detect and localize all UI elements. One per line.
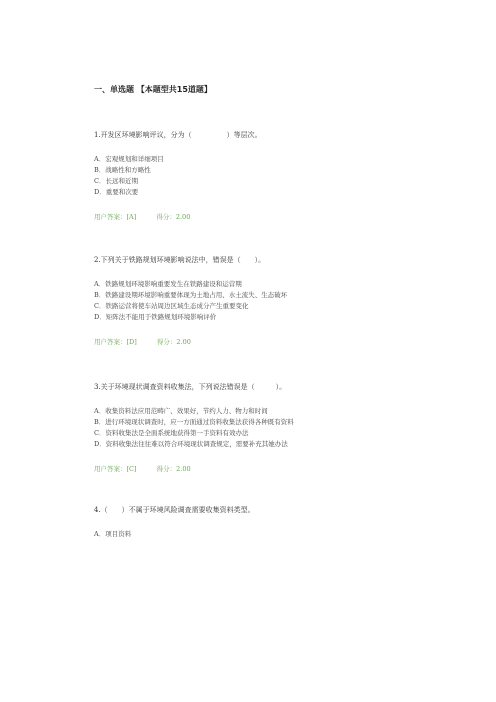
score-label: 得分： [156,338,177,346]
option-list [94,154,424,198]
answer-line [94,464,424,474]
option-c: C．长远和近期 [94,177,138,185]
question-stem: 4.（ ）不属于环境风险调查需要收集资料类型。 [94,506,255,514]
question-2 [94,255,424,347]
option-b: B．战略性和方略性 [94,166,151,174]
user-answer: [A] [126,213,137,221]
option-c: C．铁路运营将使车站周边区域生态成分产生重要变化 [94,302,249,310]
section-title: 一、单选题 【本题型共15道题】 [94,85,212,94]
option-d: D．资料收集法往往难以符合环境现状调查规定，需要补充其她办法 [94,440,288,448]
answer-line [94,212,424,222]
score-value: 2.00 [176,338,191,346]
answer-label: 用户答案： [94,338,127,346]
answer-line [94,337,424,347]
question-1 [94,130,424,222]
score-value: 2.00 [175,213,191,221]
option-list [94,279,424,323]
user-answer: [D] [126,338,137,346]
option-c: C．资料收集法是全面系统地获得第一手资料有效办法 [94,429,249,437]
option-list [94,529,424,540]
answer-label: 用户答案： [94,213,127,221]
user-answer: [C] [126,465,137,473]
question-stem: 2.下列关于铁路规划环境影响说法中，错误是（ ）。 [94,256,266,264]
option-b: B．铁路建设期环境影响重要体现为土地占用、水土流失、生态破坏 [94,291,288,299]
question-stem: 1.开发区环境影响评议，分为（ ）等层次。 [94,131,262,139]
score-label: 得分： [156,465,177,473]
score-value: 2.00 [176,465,191,473]
option-d: D．矩阵法不能用于铁路规划环境影响评价 [94,313,217,321]
answer-label: 用户答案： [94,465,127,473]
option-b: B．进行环境现状调查时，应一方面通过资料收集法获得各种既有资料 [94,418,294,426]
option-a: A．项目资料 [94,530,132,538]
question-3 [94,382,424,474]
option-d: D．重要和次要 [94,188,139,196]
option-a: A．宏观规划和详细项目 [94,155,164,163]
option-a: A．收集资料法应用范畴广、效果好，节约人力、物力和时间 [94,407,268,415]
option-list [94,406,424,450]
question-4 [94,505,424,540]
option-a: A．铁路规划环境影响重要发生在铁路建设和运营期 [94,280,242,288]
question-stem: 3.关于环境现状调查资料收集法，下列说法错误是（ ）。 [94,383,287,391]
score-label: 得分： [156,213,176,221]
